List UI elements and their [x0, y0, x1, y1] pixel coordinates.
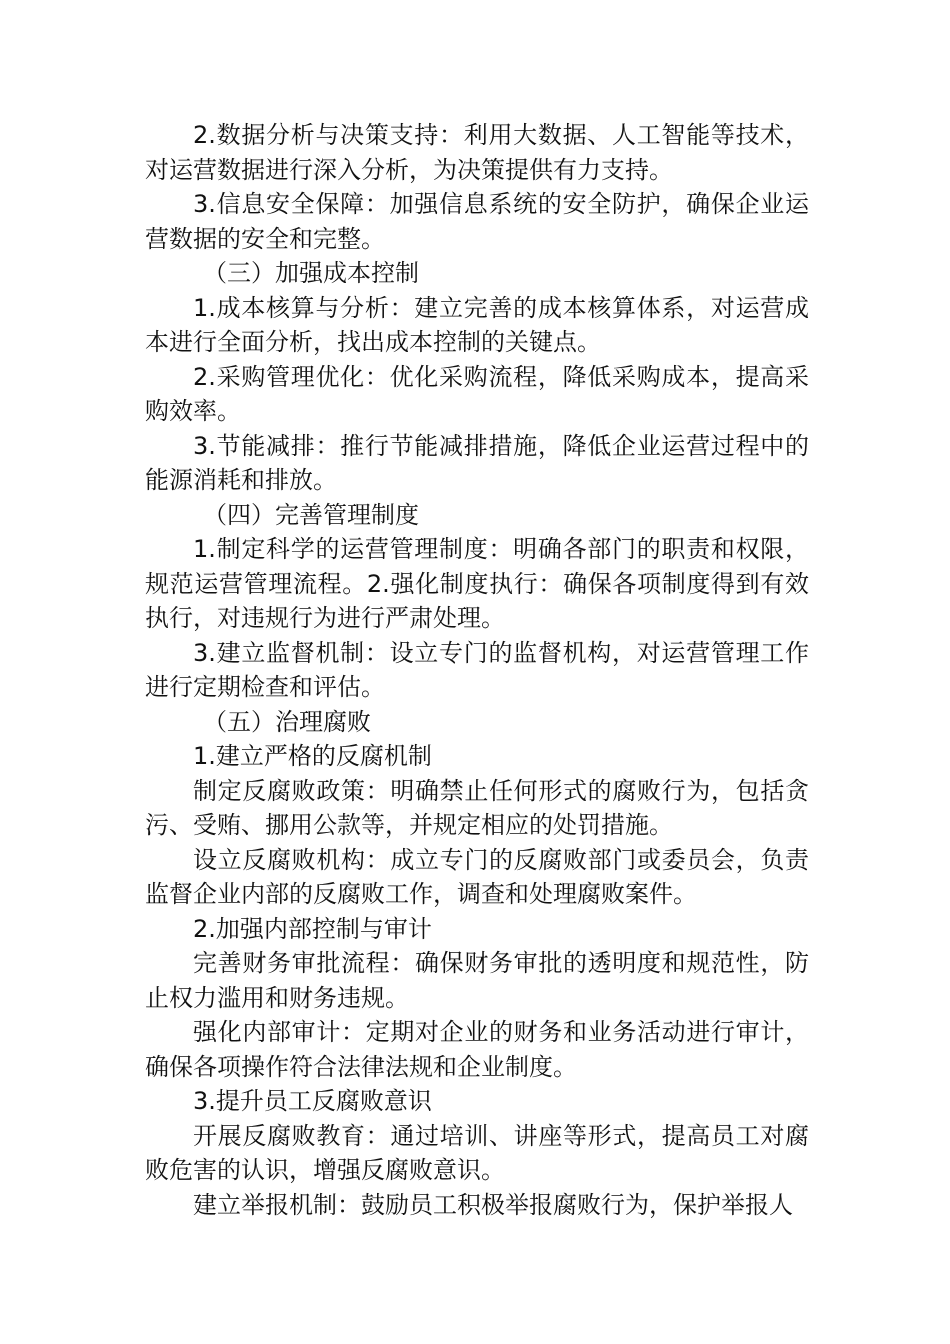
paragraph-anti-corruption-policy: 制定反腐败政策：明确禁止任何形式的腐败行为，包括贪污、受贿、挪用公款等，并规定相应的处罚措施。 [145, 776, 809, 839]
subheading-employee-awareness: 3.提升员工反腐败意识 [193, 1087, 432, 1115]
section-heading-management-system: （四）完善管理制度 [203, 500, 419, 529]
paragraph-reporting-mechanism: 建立举报机制：鼓励员工积极举报腐败行为，保护举报人 [193, 1190, 793, 1219]
paragraph-financial-approval: 完善财务审批流程：确保财务审批的透明度和规范性，防止权力滥用和财务违规。 [145, 949, 809, 1012]
paragraph-energy-saving: 3.节能减排：推行节能减排措施，降低企业运营过程中的能源消耗和排放。 [145, 431, 809, 494]
paragraph-internal-audit: 强化内部审计：定期对企业的财务和业务活动进行审计，确保各项操作符合法律法规和企业制度。 [145, 1018, 809, 1081]
paragraph-cost-accounting: 1.成本核算与分析：建立完善的成本核算体系，对运营成本进行全面分析，找出成本控制的关键点。 [145, 293, 809, 356]
paragraph-info-security: 3.信息安全保障：加强信息系统的安全防护，确保企业运营数据的安全和完整。 [145, 190, 809, 253]
paragraph-data-analysis: 2.数据分析与决策支持：利用大数据、人工智能等技术，对运营数据进行深入分析，为决策提供有力支持。 [145, 121, 809, 184]
section-heading-cost-control: （三）加强成本控制 [203, 259, 419, 287]
paragraph-supervision: 3.建立监督机制：设立专门的监督机构，对运营管理工作进行定期检查和评估。 [145, 638, 809, 701]
paragraph-education: 开展反腐败教育：通过培训、讲座等形式，提高员工对腐败危害的认识，增强反腐败意识。 [145, 1121, 809, 1184]
subheading-anti-corruption-mechanism: 1.建立严格的反腐机制 [193, 742, 432, 770]
paragraph-management-rules: 1.制定科学的运营管理制度：明确各部门的职责和权限，规范运营管理流程。2.强化制度执行：确保各项制度得到有效执行，对违规行为进行严肃处理。 [145, 535, 809, 632]
paragraph-anti-corruption-agency: 设立反腐败机构：成立专门的反腐败部门或委员会，负责监督企业内部的反腐败工作，调查和处理腐败案件。 [145, 845, 809, 908]
paragraph-procurement: 2.采购管理优化：优化采购流程，降低采购成本，提高采购效率。 [145, 362, 809, 425]
document-body [145, 118, 809, 1222]
subheading-internal-control: 2.加强内部控制与审计 [193, 914, 432, 943]
section-heading-anti-corruption: （五）治理腐败 [203, 707, 371, 736]
